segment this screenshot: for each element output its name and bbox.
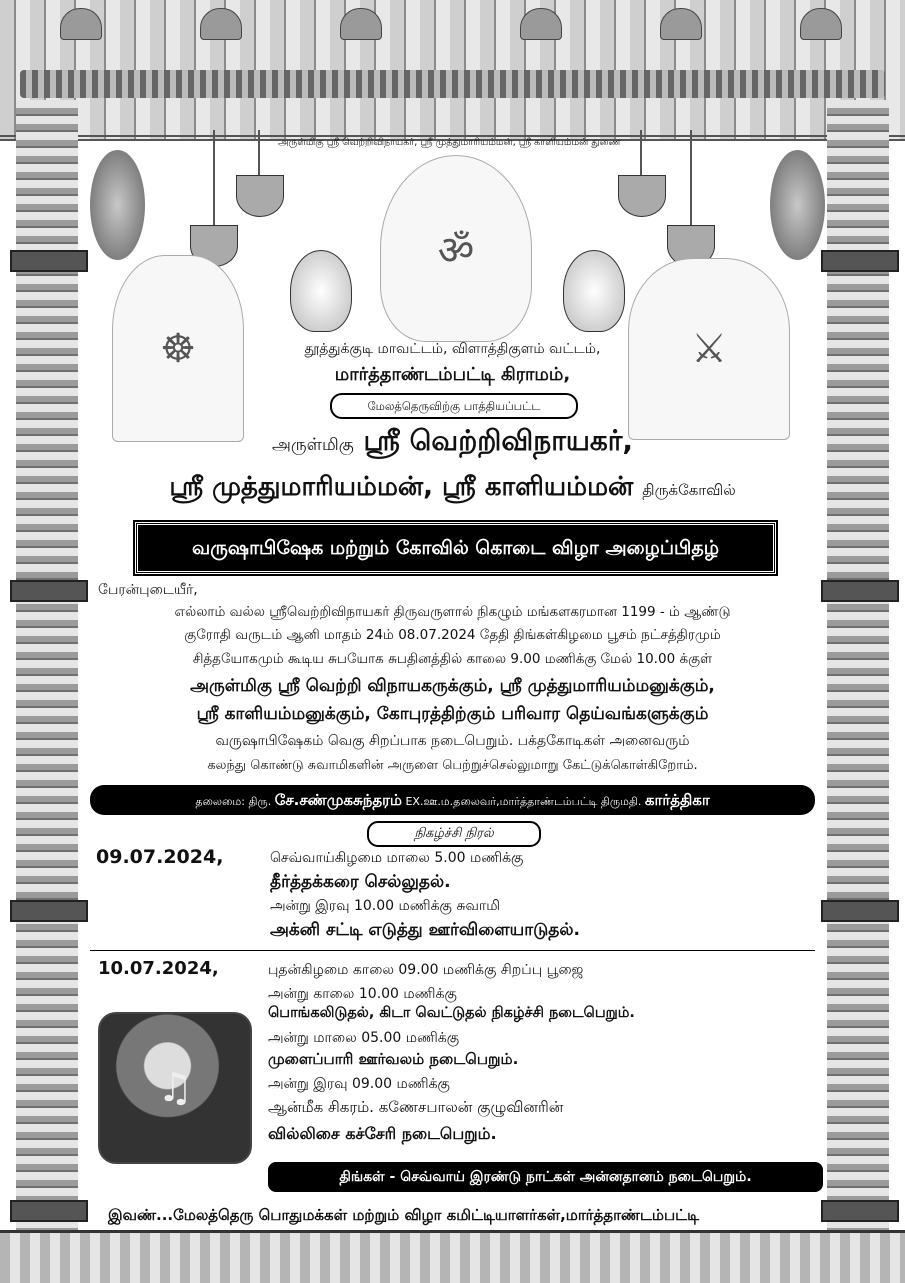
annadanam-bar: திங்கள் - செவ்வாய் இரண்டு நாட்கள் அன்னதானம் நடைபெறும். bbox=[268, 1162, 823, 1192]
temple-title-line1: அருள்மிகு ஸ்ரீ வெற்றிவிநாயகர், bbox=[271, 424, 634, 457]
body-line: வருஷாபிஷேகம் வெகு சிறப்பாக நடைபெறும். பக்தகோடிகள் அனைவரும் bbox=[215, 733, 690, 749]
day1-date: 09.07.2024, bbox=[96, 846, 224, 868]
right-pillar bbox=[827, 100, 889, 1250]
day2-date: 10.07.2024, bbox=[98, 958, 219, 979]
vinayagar-illustration: ॐ bbox=[380, 155, 532, 342]
body-line: ஸ்ரீ காளியம்மனுக்கும், கோபுரத்திற்கும் பரிவார தெய்வங்களுக்கும் bbox=[196, 704, 709, 724]
day1-line: அன்று இரவு 10.00 மணிக்கு சுவாமி bbox=[270, 898, 500, 914]
salutation: பேரன்புடையீர், bbox=[98, 582, 198, 598]
kaliamman-illustration: ⚔ bbox=[628, 258, 790, 440]
divider bbox=[90, 950, 815, 951]
location-line: தூத்துக்குடி மாவட்டம், விளாத்திகுளம் வட்டம், bbox=[304, 341, 601, 357]
kalash-icon bbox=[563, 250, 625, 332]
day2-line: அன்று காலை 10.00 மணிக்கு bbox=[268, 986, 457, 1002]
schedule-heading: நிகழ்ச்சி நிரல் bbox=[367, 821, 541, 847]
temple-arch-border bbox=[0, 0, 905, 141]
performer-photo bbox=[98, 1012, 252, 1164]
day2-line: அன்று மாலை 05.00 மணிக்கு bbox=[268, 1030, 460, 1046]
arch-band bbox=[20, 70, 885, 98]
body-line: கலந்து கொண்டு சுவாமிகளின் அருளை பெற்றுச்செல்லுமாறு கேட்டுக்கொள்கிறோம். bbox=[207, 758, 698, 773]
person-icon: ♫ bbox=[157, 1065, 193, 1111]
day1-line: செவ்வாய்கிழமை மாலை 5.00 மணிக்கு bbox=[270, 850, 524, 866]
dome-icon bbox=[660, 8, 702, 40]
street-badge: மேலத்தெருவிற்கு பாத்தியப்பட்ட bbox=[330, 393, 578, 419]
day2-line: பொங்கலிடுதல், கிடா வெட்டுதல் நிகழ்ச்சி நடைபெறும். bbox=[268, 1005, 635, 1021]
temple-title-line2: ஸ்ரீ முத்துமாரியம்மன், ஸ்ரீ காளியம்மன் திருக்கோவில் bbox=[169, 472, 736, 502]
blessing-line: அருள்மிகு ஸ்ரீ வெற்றிவிநாயகர், ஸ்ரீ முத்துமாரியம்மன், ஸ்ரீ காளியம்மன் துணை bbox=[278, 137, 621, 148]
footer-credit: இவண்...மேலத்தெரு பொதுமக்கள் மற்றும் விழா கமிட்டியாளர்கள்,மார்த்தாண்டம்பட்டி bbox=[108, 1206, 700, 1224]
day2-line: ஆன்மீக சிகரம். கணேசபாலன் குழுவினரின் bbox=[268, 1098, 564, 1116]
day2-line: வில்லிசை கச்சேரி நடைபெறும். bbox=[268, 1124, 497, 1143]
body-line: அருள்மிகு ஸ்ரீ வெற்றி விநாயகருக்கும், ஸ்ரீ முத்துமாரியம்மனுக்கும், bbox=[190, 676, 715, 696]
muthumariamman-illustration: ☸ bbox=[112, 255, 244, 442]
dome-icon bbox=[340, 8, 382, 40]
hanging-lamp-icon bbox=[236, 175, 284, 217]
invitation-banner: வருஷாபிஷேக மற்றும் கோவில் கொடை விழா அழைப்பிதழ் bbox=[135, 522, 776, 574]
dome-icon bbox=[520, 8, 562, 40]
banana-leaf-icon bbox=[90, 150, 145, 260]
hanging-lamp-icon bbox=[618, 175, 666, 217]
day2-line: முளைப்பாரி ஊர்வலம் நடைபெறும். bbox=[268, 1050, 519, 1068]
body-line: எல்லாம் வல்ல ஸ்ரீவெற்றிவிநாயகர் திருவருளால் நிகழும் மங்களகரமான 1199 - ம் ஆண்டு bbox=[174, 604, 731, 620]
dome-icon bbox=[200, 8, 242, 40]
kalash-icon bbox=[290, 250, 352, 332]
day2-line: அன்று இரவு 09.00 மணிக்கு bbox=[268, 1076, 450, 1092]
day1-line: தீர்த்தக்கரை செல்லுதல். bbox=[270, 872, 451, 892]
day2-line: புதன்கிழமை காலை 09.00 மணிக்கு சிறப்பு பூஜை bbox=[268, 962, 584, 978]
village-name: மார்த்தாண்டம்பட்டி கிராமம், bbox=[334, 364, 571, 385]
presided-bar: தலைமை: திரு. சே.சண்முகசுந்தரம் EX.ஊ.ம.தலைவர்,மார்த்தாண்டம்பட்டி திருமதி. கார்த்திகா bbox=[90, 785, 815, 815]
dome-icon bbox=[800, 8, 842, 40]
day1-line: அக்னி சட்டி எடுத்து ஊர்விளையாடுதல். bbox=[270, 920, 580, 940]
bottom-border bbox=[0, 1230, 905, 1283]
body-line: சித்தயோகமும் கூடிய சுபயோக சுபதினத்தில் காலை 9.00 மணிக்கு மேல் 10.00 க்குள் bbox=[192, 651, 713, 667]
dome-icon bbox=[60, 8, 102, 40]
left-pillar bbox=[16, 100, 78, 1250]
banana-leaf-icon bbox=[770, 150, 825, 260]
body-line: குரோதி வருடம் ஆனி மாதம் 24ம் 08.07.2024 தேதி திங்கள்கிழமை பூசம் நட்சத்திரமும் bbox=[184, 627, 721, 643]
